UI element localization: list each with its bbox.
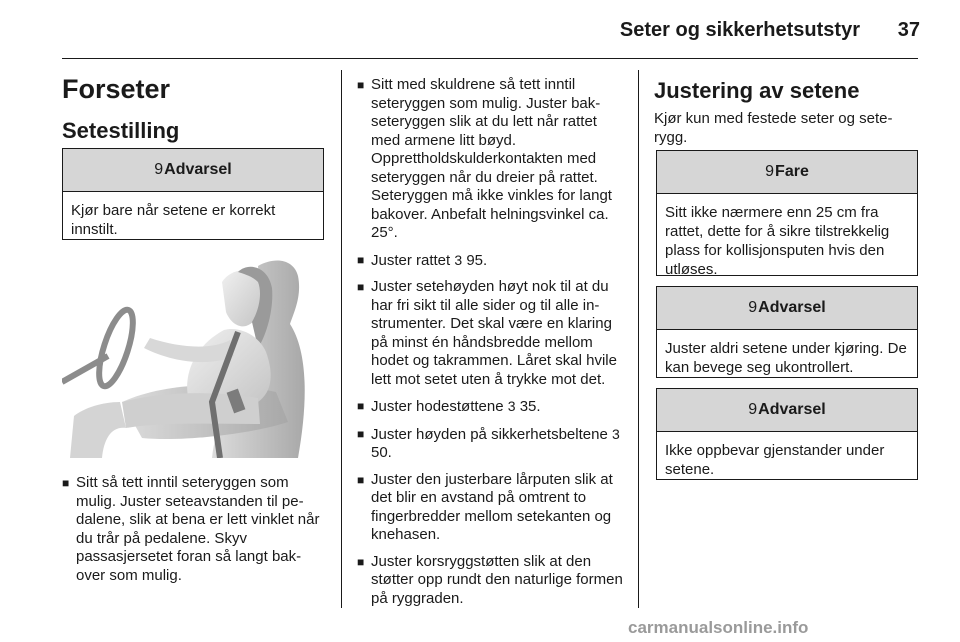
list-item (357, 471, 623, 545)
warning-box-header (657, 389, 917, 432)
intro-text: Kjør kun med festede seter og seterygg. (654, 110, 893, 146)
bullet-icon: ■ (357, 426, 365, 441)
list-item-text: Sitt så tett inntil seteryggen som mulig. Juster seteavstanden til pedalene, slik at bena er lett vinklet når du trår på pedalene. Skyv passasjersetet foran så langt bakover som mulig. (76, 474, 320, 584)
section-heading: Forseter (62, 74, 171, 104)
list-item (357, 76, 623, 243)
bullet-icon: ■ (62, 476, 70, 490)
bullet-icon: ■ (357, 472, 365, 487)
list-item (357, 251, 623, 271)
list-item-text: Juster setehøyden høyt nok til at du har fri sikt til alle sider og til alle instrumenter. Det skal være en klaring på minst én håndsbredde mellom hodet og takrammen. Låret skal hvile lett mot setet uten å trykke mot det. (371, 278, 617, 388)
danger-title: Fare (775, 163, 809, 180)
subsection-heading: Setestilling (62, 118, 180, 143)
list-item (357, 553, 623, 609)
list-item-text: Juster hodestøttene (371, 398, 508, 415)
warning-text: Juster aldri setene under kjøring. De kan bevege seg ukontrollert. (665, 340, 907, 376)
section-heading-right: Justering av setene (654, 78, 860, 103)
driver-seat-illustration (62, 252, 324, 458)
bullet-icon: ■ (357, 280, 365, 294)
list-item-text: Sitt med skuldrene så tett inntil seteryggen som mulig. Juster bakseteryggen slik at du lett når rattet med armene litt bøyd. Opprettholdskulderkontakten med seteryggen når du dreier på rattet. Seteryggen må ikke vinkles for langt bakover. Anbefalt helningsvinkel ca. 25°. (371, 76, 612, 241)
column-divider-left (341, 70, 342, 608)
bullet-icon: ■ (357, 399, 365, 413)
bullet-icon: ■ (357, 78, 365, 92)
page-number: 37 (897, 19, 920, 41)
list-item-text: Juster rattet (371, 251, 455, 269)
middle-bullet-list (357, 76, 623, 616)
page-reference-icon: 3 (454, 251, 463, 268)
danger-box (656, 150, 918, 276)
page-reference[interactable]: 95. (466, 251, 488, 269)
warning-triangle-icon: 9 (748, 299, 758, 316)
page-reference-icon: 3 (507, 398, 516, 414)
bullet-icon: ■ (357, 554, 365, 569)
warning-text: Kjør bare når setene er korrekt innstilt. (71, 202, 276, 238)
danger-text: Sitt ikke nærmere enn 25 cm fra rattet, dette for å sikre tilstrekkelig plass for kollisjonsputen hvis den utløses. (665, 204, 890, 278)
column-divider-right (638, 70, 639, 608)
page-reference[interactable]: 35. (519, 398, 541, 415)
list-item-text: Juster den justerbare lårputen slik at det blir en avstand på omtrent to fingerbredder mellom setekanten og knehasen. (371, 470, 613, 543)
list-item (62, 474, 324, 585)
list-item (357, 425, 623, 463)
watermark: carmanualsonline.info (628, 618, 809, 637)
list-item (357, 397, 623, 417)
list-item-text: Juster høyden på sikkerhetsbeltene (371, 425, 612, 443)
bullet-icon: ■ (357, 252, 365, 267)
header-rule (62, 58, 918, 59)
left-bullet-list (62, 474, 324, 593)
page-reference[interactable]: 50. (371, 444, 392, 461)
warning-text: Ikke oppbevar gjenstander under setene. (665, 442, 885, 478)
warning-title: Advarsel (758, 401, 826, 418)
warning-box (656, 388, 918, 480)
seat-position-illustration (62, 252, 324, 458)
warning-box-header (63, 149, 323, 192)
list-item (357, 278, 623, 389)
page-header (0, 0, 960, 62)
warning-box-header (657, 287, 917, 330)
warning-box (656, 286, 918, 378)
list-item-text: Juster korsryggstøtten slik at den støtter opp rundt den naturlige formen på ryggraden. (371, 552, 623, 607)
page-reference-icon: 3 (611, 425, 620, 442)
warning-triangle-icon: 9 (765, 163, 775, 180)
warning-box (62, 148, 324, 240)
page-header-title: Seter og sikkerhetsutstyr (619, 19, 860, 41)
warning-title: Advarsel (164, 161, 232, 178)
warning-title: Advarsel (758, 299, 826, 316)
danger-box-header (657, 151, 917, 194)
warning-triangle-icon: 9 (748, 401, 758, 418)
warning-triangle-icon: 9 (154, 161, 164, 178)
